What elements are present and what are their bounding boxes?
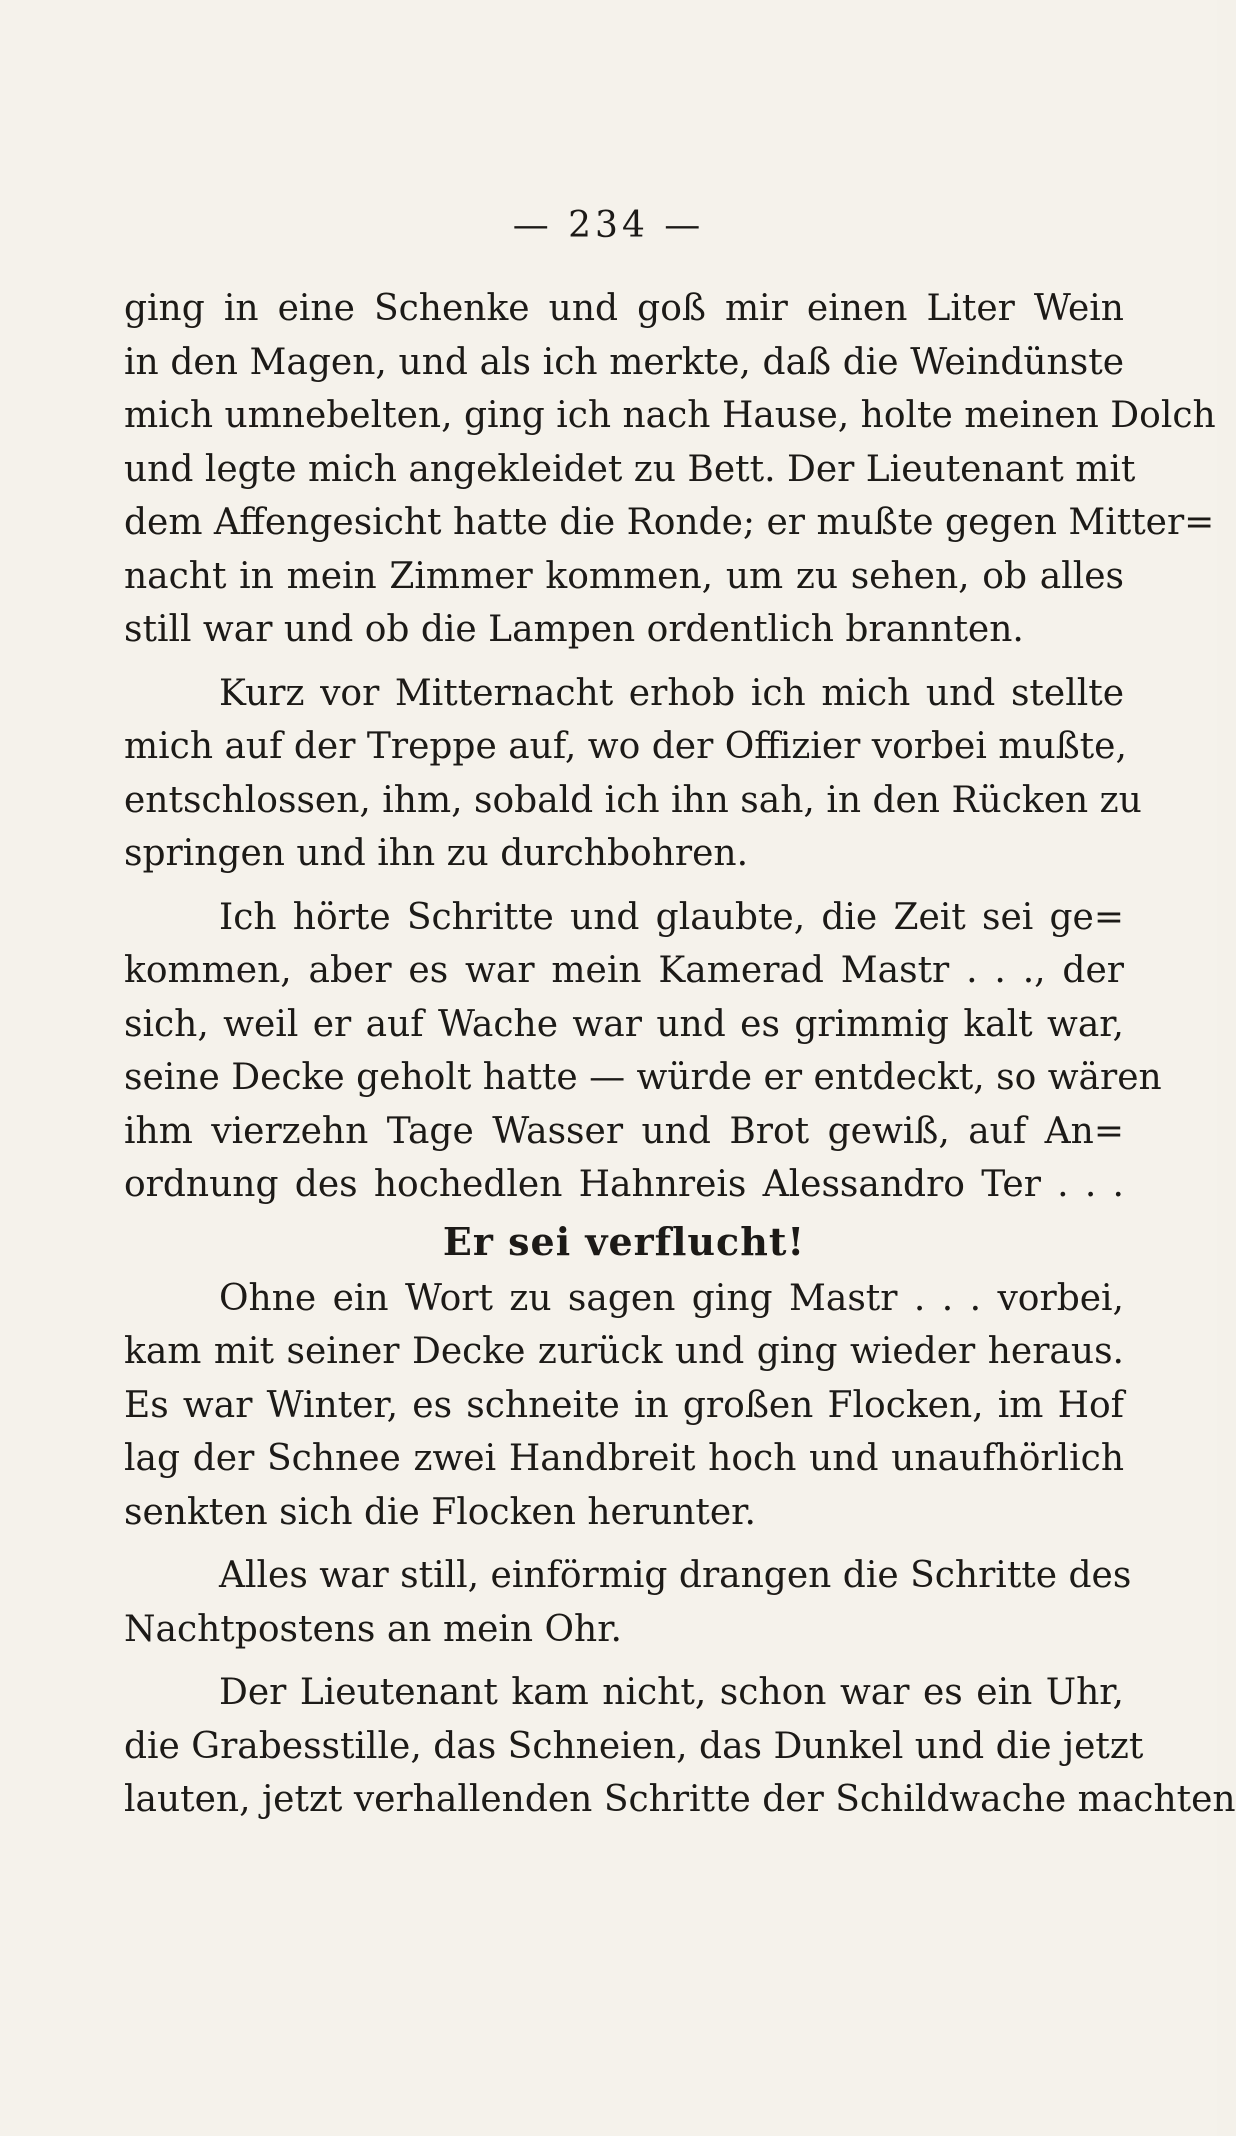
section-heading: Er sei verflucht!	[442, 1218, 806, 1264]
paragraph	[124, 1549, 1132, 1656]
text-line: Ich hörte Schritte und glaubte, die Zeit sei ge=	[219, 896, 1124, 938]
text-line: mich umnebelten, ging ich nach Hause, holte meinen Dolch	[124, 395, 1216, 436]
text-line: still war und ob die Lampen ordentlich brannten.	[124, 609, 1024, 650]
text-line: und legte mich angekleidet zu Bett. Der Lieutenant mit	[124, 448, 1136, 490]
text-line: springen und ihn zu durchbohren.	[124, 833, 749, 874]
paragraph	[124, 891, 1162, 1212]
text-line: ordnung des hochedlen Hahnreis Alessandro Ter . . .	[124, 1164, 1124, 1205]
paragraph	[124, 1666, 1236, 1827]
text-line: sich, weil er auf Wache war und es grimmig kalt war,	[124, 1003, 1124, 1045]
text-line: nacht in mein Zimmer kommen, um zu sehen, ob alles	[124, 555, 1124, 597]
page-number: — 234 —	[512, 205, 705, 246]
text-line: lag der Schnee zwei Handbreit hoch und unaufhörlich	[124, 1438, 1124, 1479]
text-line: mich auf der Treppe auf, wo der Offizier vorbei mußte,	[124, 726, 1127, 767]
text-line: dem Affengesicht hatte die Ronde; er mußte gegen Mitter=	[124, 502, 1215, 543]
text-line: ihm vierzehn Tage Wasser und Brot gewiß, auf An=	[124, 1110, 1124, 1152]
text-line: in den Magen, und als ich merkte, daß die Weindünste	[124, 341, 1124, 383]
text-line: Alles war still, einförmig drangen die Schritte des	[219, 1555, 1132, 1596]
paragraph	[124, 1272, 1124, 1540]
text-line: die Grabesstille, das Schneien, das Dunkel und die jetzt	[124, 1725, 1144, 1767]
paragraph	[124, 667, 1142, 881]
text-line: seine Decke geholt hatte — würde er entdeckt, so wären	[124, 1057, 1162, 1098]
text-line: lauten, jetzt verhallenden Schritte der Schildwache machten	[124, 1779, 1236, 1820]
text-line: kommen, aber es war mein Kamerad Mastr . . ., der	[124, 950, 1124, 991]
text-line: Es war Winter, es schneite in großen Flocken, im Hof	[124, 1384, 1124, 1426]
text-line: Nachtpostens an mein Ohr.	[124, 1608, 622, 1650]
text-line: Ohne ein Wort zu sagen ging Mastr . . . vorbei,	[219, 1277, 1124, 1319]
text-line: senkten sich die Flocken herunter.	[124, 1491, 756, 1533]
text-line: Der Lieutenant kam nicht, schon war es ein Uhr,	[219, 1672, 1124, 1713]
text-line: entschlossen, ihm, sobald ich ihn sah, in den Rücken zu	[124, 779, 1142, 821]
text-line: Kurz vor Mitternacht erhob ich mich und stellte	[219, 672, 1124, 714]
body-text	[124, 282, 1236, 1827]
text-line: kam mit seiner Decke zurück und ging wieder heraus.	[124, 1331, 1124, 1372]
text-line: ging in eine Schenke und goß mir einen Liter Wein	[124, 288, 1124, 329]
paragraph	[124, 282, 1216, 657]
